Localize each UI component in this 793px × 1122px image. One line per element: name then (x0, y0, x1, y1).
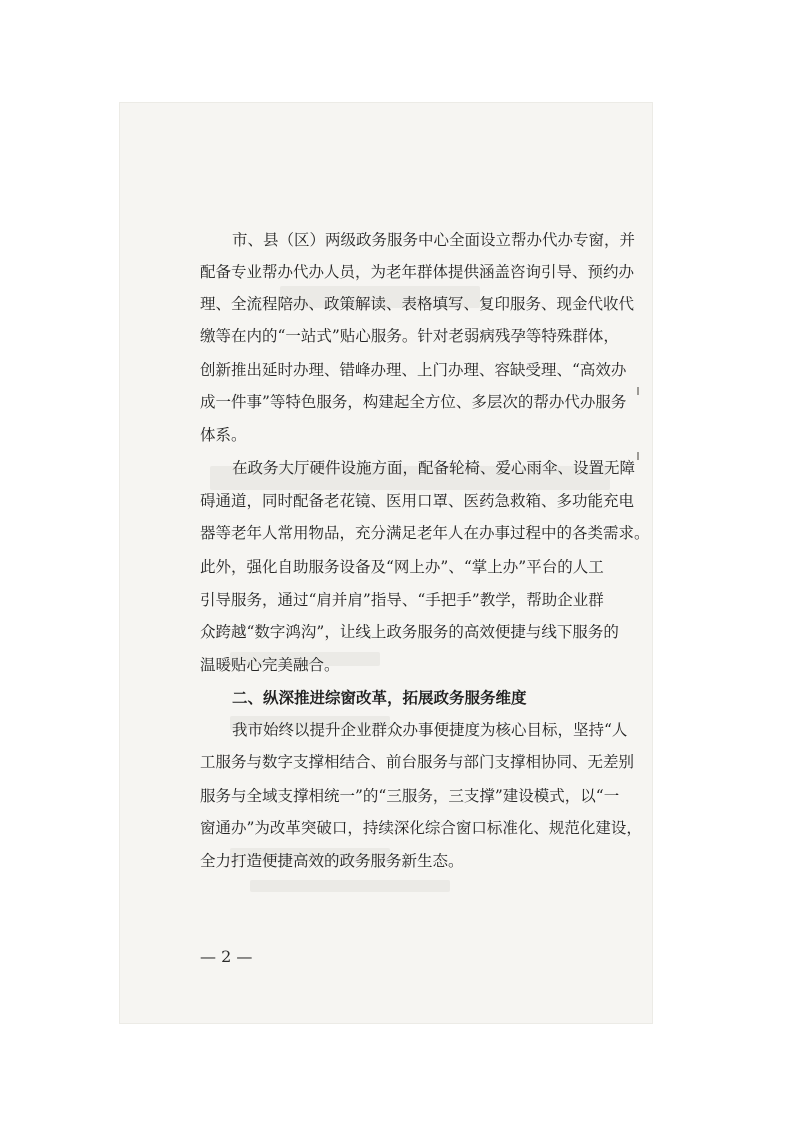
section-heading: 二、纵深推进综窗改革，拓展政务服务维度 (232, 689, 527, 707)
body-text-line: 引导服务，通过“肩并肩”指导、“手把手”教学，帮助企业群 (200, 591, 604, 609)
body-text-line: 此外，强化自助服务设备及“网上办”、“掌上办”平台的人工 (200, 558, 604, 576)
page-number: — 2 — (200, 947, 253, 966)
scan-edge-mark (637, 387, 639, 395)
body-text-line: 器等老年人常用物品，充分满足老年人在办事过程中的各类需求。 (200, 524, 650, 542)
body-text-line: 成一件事”等特色服务，构建起全方位、多层次的帮办代办服务 (200, 393, 627, 411)
body-text-line: 在政务大厅硬件设施方面，配备轮椅、爱心雨伞、设置无障 (232, 459, 636, 477)
body-text-line: 我市始终以提升企业群众办事便捷度为核心目标，坚持“人 (232, 721, 628, 739)
body-text-line: 温暖贴心完美融合。 (200, 656, 340, 674)
body-text-line: 缴等在内的“一站式”贴心服务。针对老弱病残孕等特殊群体， (200, 327, 619, 345)
body-text-line: 理、全流程陪办、政策解读、表格填写、复印服务、现金代收代 (200, 295, 635, 313)
body-text-line: 碍通道，同时配备老花镜、医用口罩、医药急救箱、多功能充电 (200, 492, 635, 510)
body-text-line: 服务与全域支撑相统一”的“三服务，三支撑”建设模式，以“一 (200, 787, 620, 805)
body-text-line: 市、县（区）两级政务服务中心全面设立帮办代办专窗，并 (232, 231, 636, 249)
body-text-line: 体系。 (200, 426, 247, 444)
body-text-line: 创新推出延时办理、错峰办理、上门办理、容缺受理、“高效办 (200, 361, 627, 379)
body-text-line: 工服务与数字支撑相结合、前台服务与部门支撑相协同、无差别 (200, 753, 635, 771)
body-text-line: 全力打造便捷高效的政务服务新生态。 (200, 852, 464, 870)
body-text-line: 窗通办”为改革突破口，持续深化综合窗口标准化、规范化建设， (200, 819, 642, 837)
bleed-through-mark (250, 880, 450, 892)
body-text-line: 配备专业帮办代办人员，为老年群体提供涵盖咨询引导、预约办 (200, 263, 635, 281)
body-text-line: 众跨越“数字鸿沟”，让线上政务服务的高效便捷与线下服务的 (200, 623, 619, 641)
